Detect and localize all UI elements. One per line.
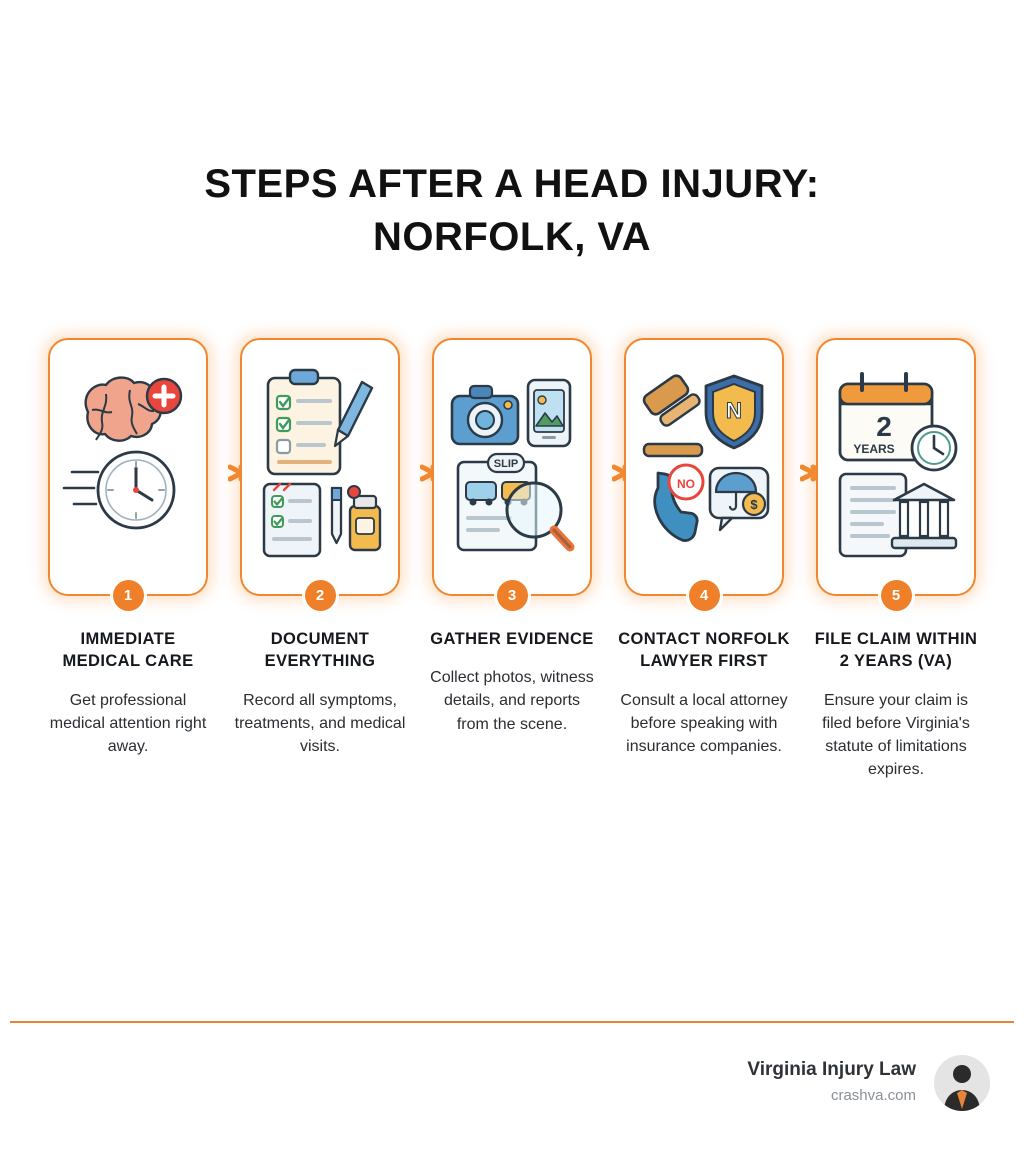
step-1-illustration (58, 360, 198, 575)
step-card-1 (48, 338, 208, 596)
step-2-illustration (250, 360, 390, 575)
step-item-5 (810, 338, 982, 781)
gavel-icon (642, 373, 702, 456)
steps-row (42, 338, 982, 781)
no-sign-icon (669, 465, 703, 499)
footer-text (747, 1058, 916, 1107)
step-number-badge-4: 4 (689, 580, 720, 611)
step-desc-5: Ensure your claim is filed before Virginia's statute of limitations expires. (822, 691, 970, 779)
step-title-5: FILE CLAIM WITHIN 2 YEARS (VA) (814, 630, 978, 671)
step-item-3 (426, 338, 598, 736)
no-label: NO (677, 476, 695, 491)
page-title (0, 0, 1024, 264)
medical-cross-icon (147, 379, 181, 413)
step-desc-2: Record all symptoms, treatments, and medical visits. (234, 691, 406, 755)
step-card-3 (432, 338, 592, 596)
website-url: crashva.com (830, 1087, 916, 1105)
brand-name: Virginia Injury Law (747, 1059, 916, 1081)
pencil-icon (332, 488, 341, 543)
motion-lines-icon (64, 472, 98, 504)
footer (747, 1055, 990, 1111)
svg-text:$: $ (750, 496, 758, 512)
step-number-badge-5: 5 (881, 580, 912, 611)
step-card-5 (816, 338, 976, 596)
step-number-badge-1: 1 (113, 580, 144, 611)
years-number-label: 2 (876, 410, 892, 442)
step-desc-1: Get professional medical attention right away. (49, 691, 207, 755)
step-card-4 (624, 338, 784, 596)
step-4-illustration (634, 360, 774, 575)
step-title-4: CONTACT NORFOLK LAWYER FIRST (618, 630, 790, 671)
step-item-1 (42, 338, 214, 758)
step-desc-3: Collect photos, witness details, and reports from the scene. (430, 669, 594, 733)
step-number-badge-2: 2 (305, 580, 336, 611)
clock-icon (98, 452, 174, 528)
step-title-2: DOCUMENT EVERYTHING (264, 630, 376, 671)
title-line-1: STEPS AFTER A HEAD INJURY: (204, 162, 820, 206)
step-title-1: IMMEDIATE MEDICAL CARE (62, 630, 194, 671)
years-word-label: YEARS (853, 441, 895, 456)
step-desc-4: Consult a local attorney before speaking with insurance companies. (620, 691, 788, 755)
step-item-2 (234, 338, 406, 758)
step-number-badge-3: 3 (497, 580, 528, 611)
smartphone-photo-icon (528, 380, 570, 446)
person-avatar-icon (934, 1055, 990, 1111)
step-title-3: GATHER EVIDENCE (430, 630, 594, 648)
clipboard-checklist-icon (268, 370, 340, 474)
step-item-4 (618, 338, 790, 758)
clock-icon (912, 426, 956, 470)
slip-label: SLIP (493, 457, 519, 470)
footer-divider (10, 1021, 1014, 1023)
insurance-umbrella-icon (710, 468, 768, 530)
pill-bottle-icon (348, 486, 380, 550)
camera-icon (452, 386, 518, 444)
shield-letter-label: N (726, 397, 742, 423)
step-card-2 (240, 338, 400, 596)
notepad-icon (264, 484, 320, 556)
title-line-2: NORFOLK, VA (372, 214, 652, 259)
step-5-illustration (826, 360, 966, 575)
shield-badge-icon (706, 376, 762, 448)
step-3-illustration (442, 360, 582, 575)
